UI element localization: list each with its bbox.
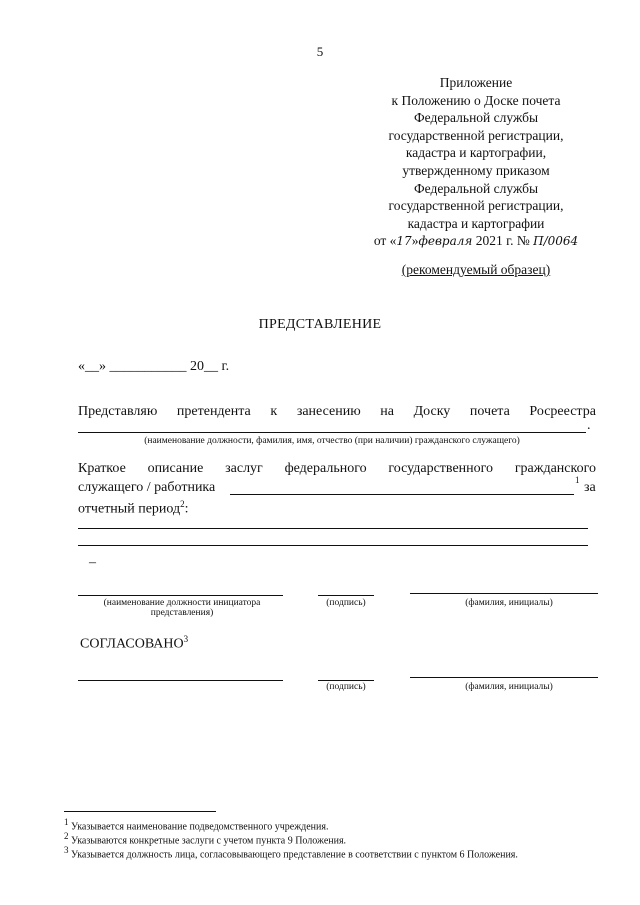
footnote-mark-2: 2 [180, 499, 185, 509]
signature-caption: (подпись) [326, 598, 366, 608]
appendix-line: кадастра и картографии, [405, 145, 547, 161]
merits-blank-line-2 [78, 545, 588, 546]
footnote-ref-1 [575, 475, 580, 494]
footnote-2-text: Указываются конкретные заслуги с учетом пункта 9 Положения. [71, 835, 347, 847]
initiator-name-line [410, 593, 598, 594]
agreed-signature-line [318, 680, 374, 681]
order-reference [356, 232, 596, 251]
intro-word: к [270, 404, 278, 419]
merits-line-2-suffix: за [584, 480, 596, 495]
initiator-signature-line [318, 595, 374, 596]
intro-word: Доску [413, 404, 451, 419]
appendix-line: государственной регистрации, [388, 198, 564, 214]
footnote-3 [64, 845, 518, 860]
merits-line-1 [78, 461, 596, 477]
nominee-blank-line [78, 432, 586, 433]
appendix-header [356, 74, 596, 251]
initiator-position-line [78, 595, 283, 596]
merits-word: гражданского [514, 461, 596, 476]
recommended-sample-label: (рекомендуемый образец) [401, 262, 551, 277]
intro-line [78, 404, 596, 420]
agreed-name-line [410, 677, 598, 678]
footnote-3-text: Указывается должность лица, согласовывающего представление в соответствии с пунктом 6 Положения. [71, 849, 518, 861]
agreed-signature-caption: (подпись) [326, 682, 366, 692]
nominee-caption: (наименование должности, фамилия, имя, отчество (при наличии) гражданского служащего) [144, 436, 520, 446]
name-caption: (фамилия, инициалы) [465, 598, 553, 608]
intro-period: . [587, 418, 591, 433]
merits-word: федерального [284, 461, 367, 476]
footnote-separator [64, 811, 216, 812]
appendix-line: кадастра и картографии [407, 215, 545, 231]
order-quote-close: » [411, 233, 419, 249]
document-title: ПРЕДСТАВЛЕНИЕ [258, 317, 382, 332]
appendix-line: Приложение [439, 75, 513, 90]
order-prefix: от « [373, 233, 397, 249]
appendix-line: государственной регистрации, [388, 127, 564, 143]
agreed-name-caption: (фамилия, инициалы) [465, 682, 553, 692]
intro-word: Росреестра [529, 404, 596, 419]
page-number: 5 [316, 44, 324, 59]
agreed-heading [80, 634, 188, 653]
intro-word: Представляю [78, 404, 158, 419]
footnote-2-mark: 2 [64, 831, 69, 841]
intro-word: занесению [296, 404, 361, 419]
intro-word: на [380, 404, 394, 419]
appendix-line: к Положению о Доске почета [391, 92, 561, 108]
footnote-1-mark: 1 [64, 817, 69, 827]
intro-word: претендента [176, 404, 251, 419]
order-day-handwritten: 17 [396, 234, 412, 249]
merits-word: Краткое [78, 461, 126, 476]
appendix-line: Федеральной службы [413, 180, 539, 196]
merits-line-2-prefix: служащего / работника [78, 480, 216, 495]
merits-blank-line-1 [78, 528, 588, 529]
merits-word: государственного [388, 461, 494, 476]
employer-blank-line [230, 494, 574, 495]
merits-colon: : [184, 501, 189, 517]
date-line: «__» ___________ 20__ г. [78, 359, 230, 374]
appendix-line: Федеральной службы [413, 110, 539, 126]
footnote-mark-1: 1 [575, 475, 580, 485]
merits-dash: – [89, 555, 96, 570]
footnote-1-text: Указывается наименование подведомственного учреждения. [71, 821, 329, 833]
order-number-handwritten: П/0064 [533, 234, 579, 249]
merits-line-3 [78, 499, 189, 518]
merits-word: описание [147, 461, 204, 476]
reporting-period-label: отчетный период [78, 501, 181, 517]
order-year: 2021 г. № [475, 233, 530, 249]
agreed-label: СОГЛАСОВАНО [80, 636, 184, 652]
footnote-mark-3: 3 [183, 634, 189, 644]
intro-word: почета [469, 404, 510, 419]
footnote-3-mark: 3 [64, 845, 69, 855]
merits-word: заслуг [225, 461, 263, 476]
agreed-position-line [78, 680, 283, 681]
order-month-handwritten: февраля [418, 234, 473, 249]
initiator-position-caption: (наименование должности инициатора представления) [103, 598, 261, 618]
appendix-line: утвержденному приказом [402, 162, 550, 178]
